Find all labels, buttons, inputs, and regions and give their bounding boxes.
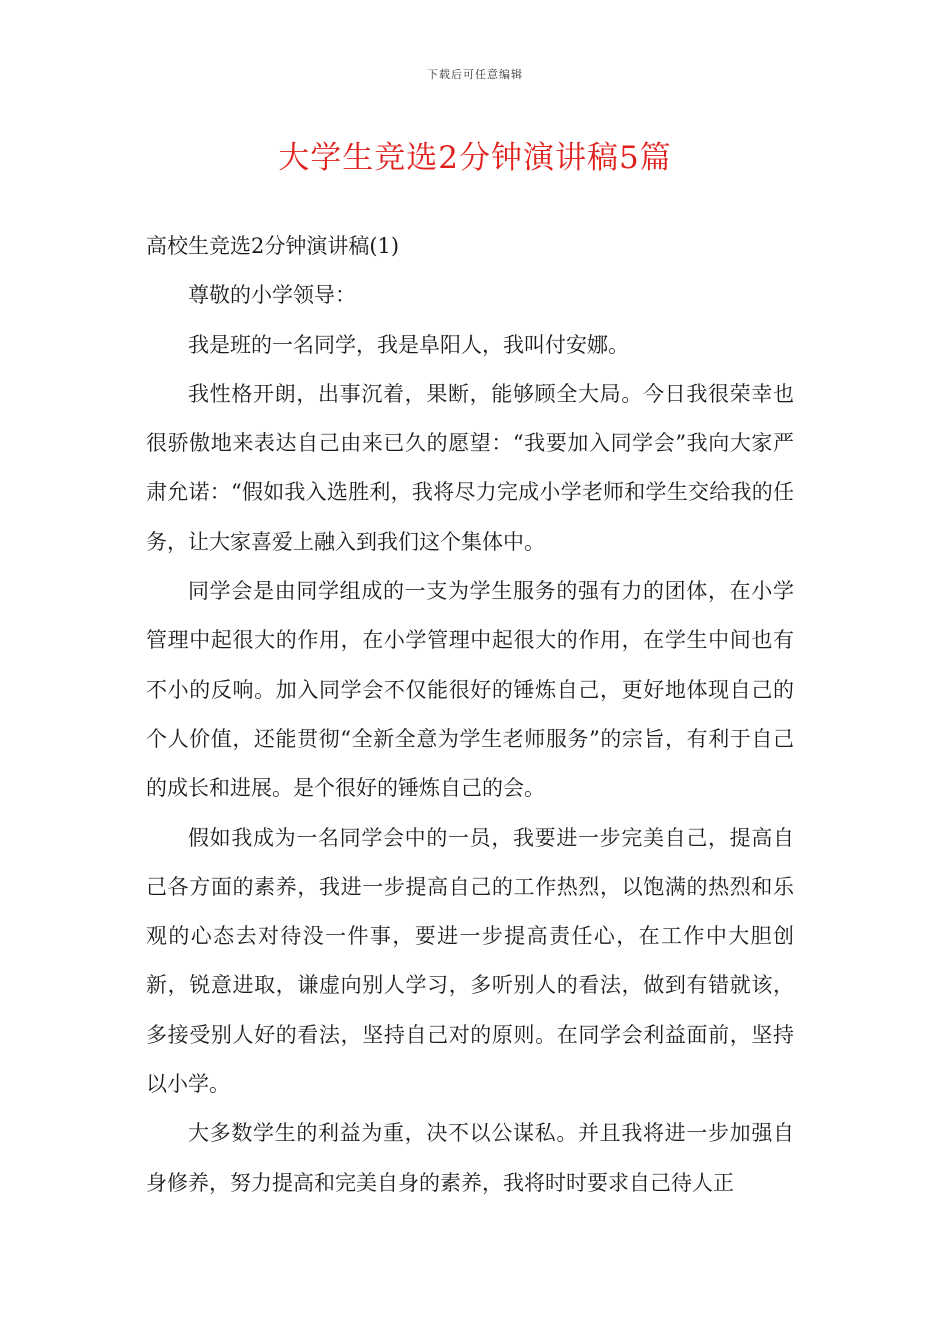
paragraph-student-union: 同学会是由同学组成的一支为学生服务的强有力的团体，在小学管理中起很大的作用，在小学管理中起很大的作用，在学生中间也有不小的反响。加入同学会不仅能很好的锤炼自己，更好地体现自己的个人价值，还能贯彻“全新全意为学生老师服务”的宗旨，有利于自己的成长和进展。是个很好的锤炼自己的会。	[146, 579, 794, 801]
paragraph-self-improvement: 大多数学生的利益为重，决不以公谋私。并且我将进一步加强自身修养，努力提高和完美自身的素养，我将时时要求自己待人正	[146, 1121, 794, 1195]
header-note: 下载后可任意编辑	[427, 68, 523, 81]
paragraph-personality: 我性格开朗，出事沉着，果断，能够顾全大局。今日我很荣幸也很骄傲地来表达自己由来已久的愿望：“我要加入同学会”我向大家严肃允诺：“假如我入选胜利，我将尽力完成小学老师和学生交给我的任务，让大家喜爱上融入到我们这个集体中。	[146, 381, 794, 554]
paragraph-introduction: 我是班的一名同学，我是阜阳人，我叫付安娜。	[188, 332, 629, 357]
paragraph-commitment: 假如我成为一名同学会中的一员，我要进一步完美自己，提高自己各方面的素养，我进一步提高自己的工作热烈，以饱满的热烈和乐观的心态去对待没一件事，要进一步提高责任心，在工作中大胆创新，锐意进取，谦虚向别人学习，多听别人的看法，做到有错就该，多接受别人好的看法，坚持自己对的原则。在同学会利益面前，坚持以小学。	[146, 825, 794, 1097]
document-body	[146, 222, 794, 1208]
section-heading: 高校生竞选2分钟演讲稿(1)	[146, 234, 400, 258]
document-title: 大学生竞选2分钟演讲稿5篇	[278, 140, 672, 176]
paragraph-salutation: 尊敬的小学领导：	[188, 283, 356, 308]
